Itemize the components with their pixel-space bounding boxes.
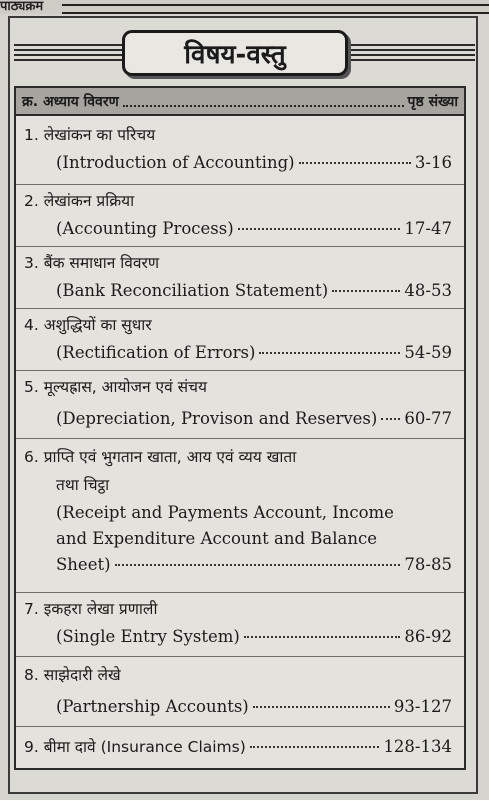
entry-hindi-title-cont: तथा चिट्ठा — [56, 476, 110, 494]
entry-pages: 3-16 — [414, 153, 452, 172]
entry-hindi-title: बीमा दावे (Insurance Claims) — [43, 738, 246, 756]
leader-dots — [123, 95, 404, 107]
entry-pages: 60-77 — [404, 409, 452, 428]
entry-pages: 78-85 — [404, 555, 452, 574]
toc-entry-3 — [16, 246, 464, 309]
header-rule — [62, 4, 489, 14]
toc-entry-8 — [16, 656, 464, 727]
leader-dots — [244, 636, 401, 638]
leader-dots — [250, 746, 380, 748]
entry-number: 9. — [24, 738, 39, 756]
entry-hindi-title: लेखांकन प्रक्रिया — [43, 192, 135, 210]
entry-pages: 54-59 — [404, 343, 452, 362]
entry-hindi-title: इकहरा लेखा प्रणाली — [43, 600, 158, 618]
toc-entry-5 — [16, 370, 464, 439]
entry-english-title: (Partnership Accounts) — [56, 697, 249, 716]
running-header: पाठ्यक्रम — [0, 0, 44, 14]
contents-heading: विषय-वस्तु — [122, 30, 348, 76]
contents-list — [14, 116, 466, 770]
entry-pages: 128-134 — [383, 737, 452, 756]
entry-number: 7. — [24, 600, 39, 618]
entry-number: 1. — [24, 126, 39, 144]
toc-entry-1 — [16, 116, 464, 185]
leader-dots — [299, 162, 411, 164]
entry-number: 3. — [24, 254, 39, 272]
entry-english-title: (Introduction of Accounting) — [56, 153, 295, 172]
entry-number: 6. — [24, 448, 39, 466]
leader-dots — [259, 352, 400, 354]
entry-hindi-title: बैंक समाधान विवरण — [43, 254, 160, 272]
entry-english-title: (Accounting Process) — [56, 219, 234, 238]
entry-number: 4. — [24, 316, 39, 334]
entry-english-title: (Receipt and Payments Account, Income — [56, 503, 394, 522]
entry-pages: 93-127 — [393, 697, 452, 716]
entry-english-title-end: Sheet) — [56, 555, 111, 574]
entry-english-title-cont: and Expenditure Account and Balance — [56, 529, 378, 548]
leader-dots — [115, 564, 401, 566]
entry-hindi-title: अशुद्धियों का सुधार — [43, 316, 152, 334]
entry-pages: 48-53 — [404, 281, 452, 300]
toc-entry-7 — [16, 592, 464, 657]
entry-english-title: (Single Entry System) — [56, 627, 240, 646]
entry-pages: 86-92 — [404, 627, 452, 646]
entry-number: 2. — [24, 192, 39, 210]
column-right-label: पृष्ठ संख्या — [407, 93, 458, 110]
leader-dots — [253, 706, 390, 708]
entry-hindi-title: साझेदारी लेखे — [43, 666, 121, 684]
entry-number: 5. — [24, 378, 39, 396]
leader-dots — [381, 418, 400, 420]
entry-english-title: (Rectification of Errors) — [56, 343, 256, 362]
entry-number: 8. — [24, 666, 39, 684]
leader-dots — [332, 290, 400, 292]
toc-entry-4 — [16, 308, 464, 371]
entry-english-title: (Bank Reconciliation Statement) — [56, 281, 329, 300]
entry-hindi-title: प्राप्ति एवं भुगतान खाता, आय एवं व्यय खाता — [43, 448, 297, 466]
toc-entry-9 — [16, 726, 464, 770]
column-header — [14, 86, 466, 116]
entry-english-title: (Depreciation, Provison and Reserves) — [56, 409, 378, 428]
entry-hindi-title: मूल्यह्रास, आयोजन एवं संचय — [43, 378, 207, 396]
toc-entry-6 — [16, 438, 464, 593]
column-left-label: क्र. अध्याय विवरण — [22, 93, 119, 110]
toc-entry-2 — [16, 184, 464, 247]
entry-pages: 17-47 — [404, 219, 452, 238]
entry-hindi-title: लेखांकन का परिचय — [43, 126, 156, 144]
leader-dots — [238, 228, 401, 230]
top-strip — [0, 0, 489, 14]
